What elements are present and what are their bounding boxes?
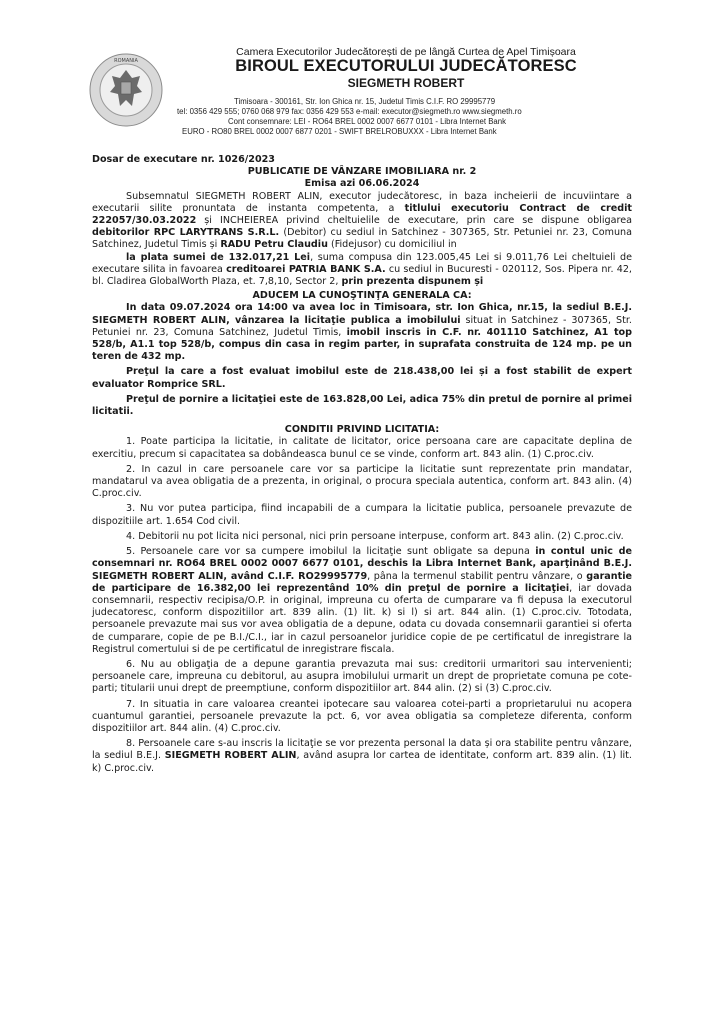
document-body (92, 154, 632, 775)
condition-5: 5. Persoanele care vor sa cumpere imobilul la licitaţie sunt obligate sa depuna in contul unic de consemnari nr. RO64 BREL 0002 0007 6677 0101, deschis la Libra Internet Bank, aparţinând B.E.J. SIEGMETH ROBERT ALIN, având C.I.F. RO29995779, pâna la termenul stabilit pentru vânzare, o garantie de participare de 16.382,00 lei reprezentând 10% din preţul de pornire a licitaţiei, iar dovada consemnarii, respectiv recipisa/O.P. in original, impreuna cu oferta de cumparare va fi depusa la executorul judecatoresc, conform dispozitiilor art. 839 alin. (1) lit. k) si l) si art. 844 alin. (1) C.proc.civ. Totodata, persoanele prevazute mai sus vor avea obligatia de a depune, odata cu dovada consemnarii garantiei si oferta de cumparare, copie de pe B.I./C.I., iar in cazul persoanelor juridice copie de pe certificatul de inregistrare la Registrul comertului si de pe certificatul de inregistrare fiscala. (92, 546, 633, 655)
svg-text:ROMANIA: ROMANIA (114, 58, 138, 64)
condition-8: 8. Persoanele care s-au inscris la licitaţie se vor prezenta personal la data și ora stabilite pentru vânzare, la sediul B.E.J. SIEGMETH ROBERT ALIN, având asupra lor cartea de identitate, conform art. 839 alin. (1) lit. k) C.proc.civ. (92, 738, 632, 774)
announcement-heading: ADUCEM LA CUNOŞTINŢA GENERALA CA: (252, 290, 472, 302)
executor-name: SIEGMETH ROBERT (347, 76, 465, 90)
condition-3: 3. Nu vor putea participa, fiind incapabili de a cumpara la licitatie publica, persoanele prevazute de dispozitiile art. 1.654 Cod civil. (92, 503, 632, 527)
condition-2: 2. In cazul in care persoanele care vor sa participe la licitatie sunt reprezentate prin mandatar, mandatarul va avea obligatia de a prezenta, in original, o procura speciala autentica, conform art. 843 alin. (4) C.proc.civ. (92, 463, 632, 500)
contact-account-lei: Cont consemnare: LEI - RO64 BREL 0002 0007 6677 0101 - Libra Internet Bank (228, 117, 506, 126)
contact-phone: tel: 0356 429 555; 0760 068 979 fax: 0356 429 553 e-mail: executor@siegmeth.ro www.siegmeth.ro (177, 107, 522, 116)
condition-6: 6. Nu au obligaţia de a depune garantia prevazuta mai sus: creditorii urmaritori sau intervenienti; persoanele care, impreuna cu debitorul, au asupra imobilului urmarit un drept de proprietate comuna pe cote-parti; titularii unui drept de preemptiune, conform dispozitiilor art. 844 alin. (2) si (3) C.proc.civ. (92, 658, 632, 695)
contact-address: Timisoara - 300161, Str. Ion Ghica nr. 15, Judetul Timis C.I.F. RO 29995779 (234, 97, 496, 106)
contact-account-euro: EURO - RO80 BREL 0002 0007 6877 0201 - SWIFT BRELROBUXXX - Libra Internet Bank (182, 127, 497, 136)
publication-title: PUBLICATIE DE VÂNZARE IMOBILIARA nr. 2 (247, 166, 477, 178)
paragraph-intro: Subsemnatul SIEGMETH ROBERT ALIN, executor judecătoresc, in baza incheierii de incuviintare a executarii silite pronuntata de instanta competenta, a titlului executoriu Contract de credit 222057/30.03.2022 și INCHEIEREA privind cheltuielile de executare, prin care se dispune obligarea debitorilor RPC LARYTRANS S.R.L. (Debitor) cu sediul in Satchinez - 307365, Str. Petuniei nr. 23, Comuna Satchinez, Judetul Timis și RADU Petru Claudiu (Fidejusor) cu domiciliul in (92, 190, 633, 251)
paragraph-evaluation: Preţul la care a fost evaluat imobilul este de 218.438,00 lei și a fost stabilit de expert evaluator Romprice SRL. (92, 366, 632, 390)
seal-logo (88, 52, 164, 128)
dosar-number: Dosar de executare nr. 1026/2023 (92, 154, 275, 165)
paragraph-auction: In data 09.07.2024 ora 14:00 va avea loc in Timisoara, str. Ion Ghica, nr.15, la sediul B.E.J. SIEGMETH ROBERT ALIN, vânzarea la licitaţie publica a imobilului situat in Satchinez - 307365, Str. Petuniei nr. 23, Comuna Satchinez, Judetul Timis, imobil inscris in C.F. nr. 401110 Satchinez, A1 top 528/b, A1.1 top 528/b, compus din casa in regim parter, in suprafata construita de 124 mp. pe un teren de 432 mp. (92, 302, 632, 363)
paragraph-start-price: Preţul de pornire a licitaţiei este de 163.828,00 Lei, adica 75% din pretul de pornire al primei licitatii. (92, 393, 632, 418)
conditions-heading: CONDITII PRIVIND LICITATIA: (284, 424, 440, 436)
paragraph-amount: la plata sumei de 132.017,21 Lei, suma compusa din 123.005,45 Lei si 9.011,76 Lei cheltuieli de executare silita in favoarea creditoarei PATRIA BANK S.A. cu sediul in Bucuresti - 020112, Sos. Pipera nr. 42, bl. Cladirea GlobalWorth Plaza, et. 7,8,10, Sector 2, prin prezenta dispunem și (92, 251, 632, 288)
condition-7: 7. In situatia in care valoarea creantei ipotecare sau valoarea cotei-parti a proprietarului nu acopera cuantumul garantiei, persoanele prevazute la pct. 6, vor avea obligatia sa completeze diferenta, conform dispozitiilor art. 844 alin. (4) C.proc.civ. (92, 698, 632, 734)
condition-4: 4. Debitorii nu pot licita nici personal, nici prin persoane interpuse, conform art. 843 alin. (2) C.proc.civ. (126, 530, 624, 542)
issue-date: Emisa azi 06.06.2024 (304, 178, 420, 190)
condition-1: 1. Poate participa la licitatie, in calitate de licitator, orice persoana care are capacitate deplina de exercitiu, precum si capacitatea sa dobândeasca bunul ce se vinde, conform art. 843 alin. (1) C.proc.civ. (92, 436, 632, 460)
chamber-line: Camera Executorilor Judecătorești de pe lângă Curtea de Apel Timișoara (236, 46, 576, 58)
office-title: BIROUL EXECUTORULUI JUDECĂTORESC (235, 57, 577, 75)
